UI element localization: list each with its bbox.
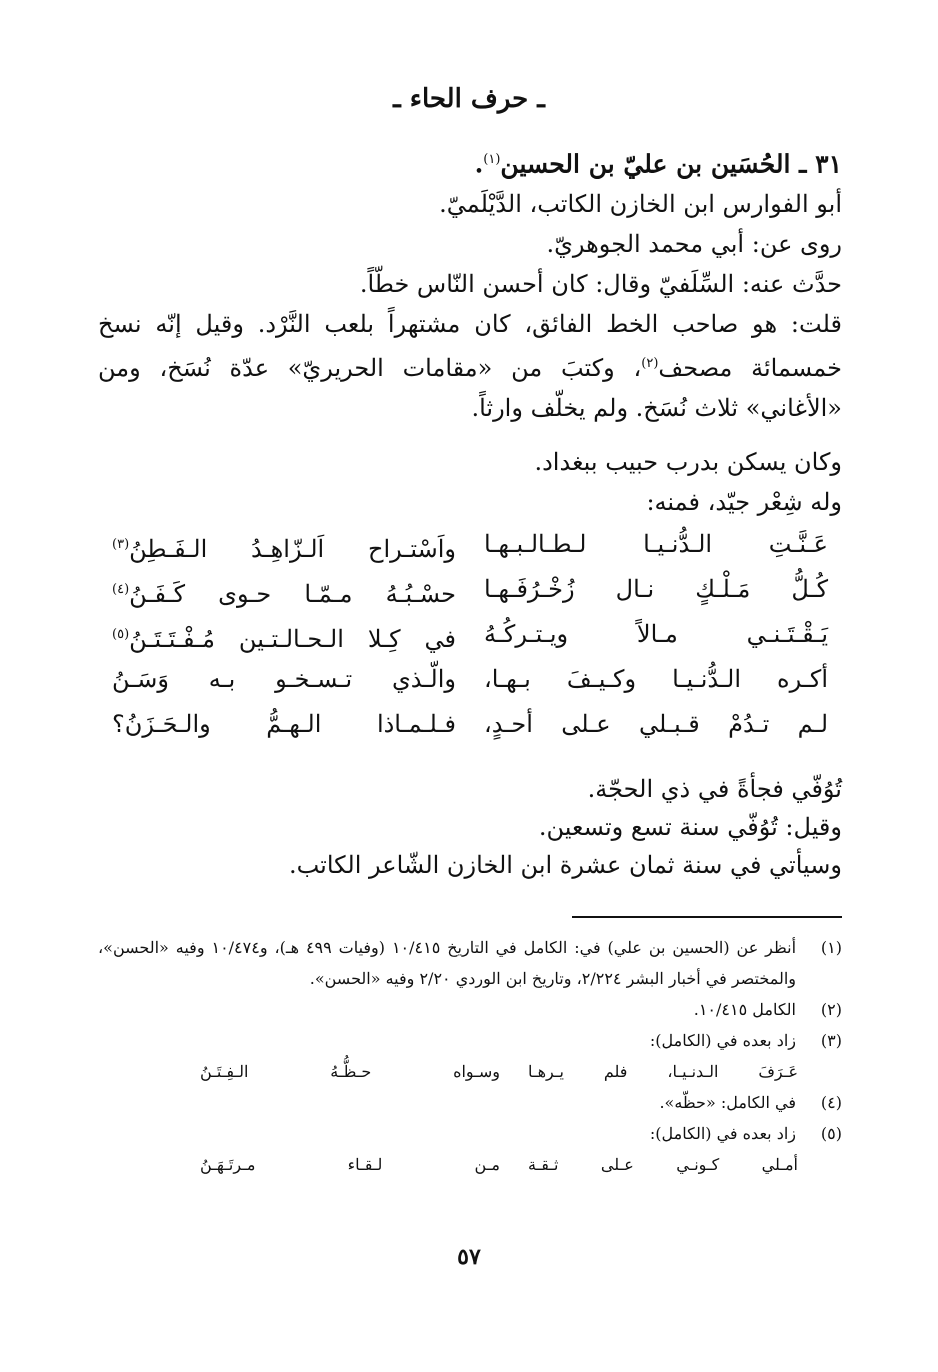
footnote-ref-5: (٥) bbox=[112, 627, 130, 642]
footnote-ref-3: (٣) bbox=[112, 537, 130, 552]
entry-body bbox=[98, 140, 842, 522]
entry-line-residence: وكان يسكن بدرب حبيب ببغداد. bbox=[534, 448, 842, 477]
poem-hemistich-text: في كِـلا الـحـالـتـين مُـفْـتَـتَـنُ bbox=[129, 625, 456, 653]
footnote-verse bbox=[98, 1149, 842, 1180]
footnote-text: زاد بعده في (الكامل): bbox=[649, 1124, 796, 1143]
footnote-verse bbox=[98, 1056, 842, 1087]
entry-line-narrated-from: روى عن: أبي محمد الجوهريّ. bbox=[546, 230, 842, 259]
footnote bbox=[98, 932, 842, 994]
footnote-separator bbox=[572, 916, 842, 918]
entry-closing bbox=[98, 770, 842, 884]
footnote bbox=[98, 1118, 842, 1149]
footnote-number: (١) bbox=[820, 938, 842, 957]
poem-hemistich-text: حسْـبُـهُ مـمّـا حـوى كَـفَـنُ bbox=[129, 580, 456, 608]
footnote-text: زاد بعده في (الكامل): bbox=[649, 1031, 796, 1050]
footnote-verse-second: وسـواه حـظُّـهُ الـفِـتَـنُ bbox=[200, 1062, 500, 1081]
poem-verse bbox=[98, 612, 842, 657]
footnote-number: (٣) bbox=[820, 1031, 842, 1050]
footnote-ref-2: (٢) bbox=[641, 356, 659, 372]
poem-verse bbox=[98, 522, 842, 567]
poem-hemistich-first: عَـنَّـتِ الـدُّنـيـا لـطـالـبـهـا bbox=[484, 530, 828, 558]
footnote bbox=[98, 994, 842, 1025]
footnote bbox=[98, 1025, 842, 1056]
entry-line-narrated-by: حدَّث عنه: السِّلَفيّ وقال: كان أحسن النّاس خطّاً. bbox=[359, 270, 842, 299]
footnote-verse-second: مـن لـقـاء مـرتَـهَـنُ bbox=[200, 1155, 500, 1174]
footnote-verse-first: أمـلي كـونـي عـلى ثـقـة bbox=[528, 1155, 798, 1174]
entry-line-kunya: أبو الفوارس ابن الخازن الكاتب، الدَّيْلَميّ. bbox=[439, 190, 842, 219]
poem-hemistich-second bbox=[98, 612, 470, 657]
footnote-text: أنظر عن (الحسين بن علي) في: الكامل في التاريخ ١٠/٤١٥ (وفيات ٤٩٩ هـ)، و١٠/٤٧٤ وفيه «الحسن»، والمختصر في أخبار البشر ٢/٢٢٤، وتاريخ ابن الوردي ٢/٢٠ وفيه «الحسن». bbox=[98, 938, 797, 988]
entry-heading-end: . bbox=[474, 149, 484, 179]
footnote-ref-1: (١) bbox=[483, 152, 501, 167]
footnote-text: الكامل ١٠/٤١٥. bbox=[693, 1000, 796, 1019]
footnote-number: (٢) bbox=[820, 1000, 842, 1019]
poem-hemistich-second bbox=[98, 567, 470, 612]
footnote bbox=[98, 1087, 842, 1118]
poem-hemistich-first: لـم تـدُمْ قـبـلي عـلى أحـدٍ، bbox=[484, 710, 828, 738]
death-line: تُوُفّي فجأةً في ذي الحجّة. bbox=[587, 775, 842, 803]
poem-hemistich-second bbox=[98, 522, 470, 567]
entry-line-poetry-intro: وله شِعْر جيّد، فمنه: bbox=[646, 488, 842, 517]
death-alt-line: وقيل: تُوُفّي سنة تسع وتسعين. bbox=[538, 813, 842, 841]
footnote-verse-first: عَـرَفَ الـدنـيـا، فلم يـرهـا bbox=[528, 1062, 798, 1081]
footnotes bbox=[98, 932, 842, 1180]
entry-heading-text: ٣١ ـ الحُسَين بن عليّ بن الحسين bbox=[500, 149, 842, 179]
poem-verse bbox=[98, 657, 842, 702]
poem-verse bbox=[98, 567, 842, 612]
poem-hemistich-first: يَـقْـتَـنـي مـالاً ويـتـركُـهُ bbox=[484, 620, 828, 648]
entry-heading bbox=[98, 140, 842, 184]
footnote-number: (٤) bbox=[820, 1093, 842, 1112]
cross-reference-line: وسيأتي في سنة ثمان عشرة ابن الخازن الشّاعر الكاتب. bbox=[288, 851, 842, 879]
poem bbox=[98, 522, 842, 747]
footnote-number: (٥) bbox=[820, 1124, 842, 1143]
poem-hemistich-second: فـلـمـاذا الـهـمُّ والـحَـزَنُ؟ bbox=[112, 710, 456, 738]
poem-hemistich-first: أكـره الـدُّنـيـا وكـيـفَ بـهـا، bbox=[484, 665, 828, 693]
poem-hemistich-first: كُـلُّ مَـلْـكٍ نـال زُخْـرُفَـهـا bbox=[484, 575, 828, 603]
entry-paragraph-a: قلت: هو صاحب الخط الفائق، كان مشتهراً بلعب النَّرْد. وقيل إنّه نسخ خمسمائة مصحف bbox=[98, 310, 842, 383]
section-title: ـ حرف الحاء ـ bbox=[393, 84, 545, 114]
poem-hemistich-second: والّـذي تـسـخـو بـه وَسَـنُ bbox=[112, 665, 456, 693]
entry-paragraph bbox=[98, 304, 842, 428]
footnote-ref-4: (٤) bbox=[112, 582, 130, 597]
page-number: ٥٧ bbox=[457, 1244, 481, 1270]
poem-verse bbox=[98, 702, 842, 747]
footnote-text: في الكامل: «حظّه». bbox=[659, 1093, 796, 1112]
entry-paragraph-b: ، وكتبَ من «مقامات الحريريّ» عدّة نُسَخ، ومن «الأغاني» ثلاث نُسَخ. ولم يخلّف وارثاً. bbox=[98, 354, 842, 423]
poem-hemistich-text: واَسْتـراح اَلـزّاهِـدُ الـفَـطِنُ bbox=[129, 535, 456, 563]
